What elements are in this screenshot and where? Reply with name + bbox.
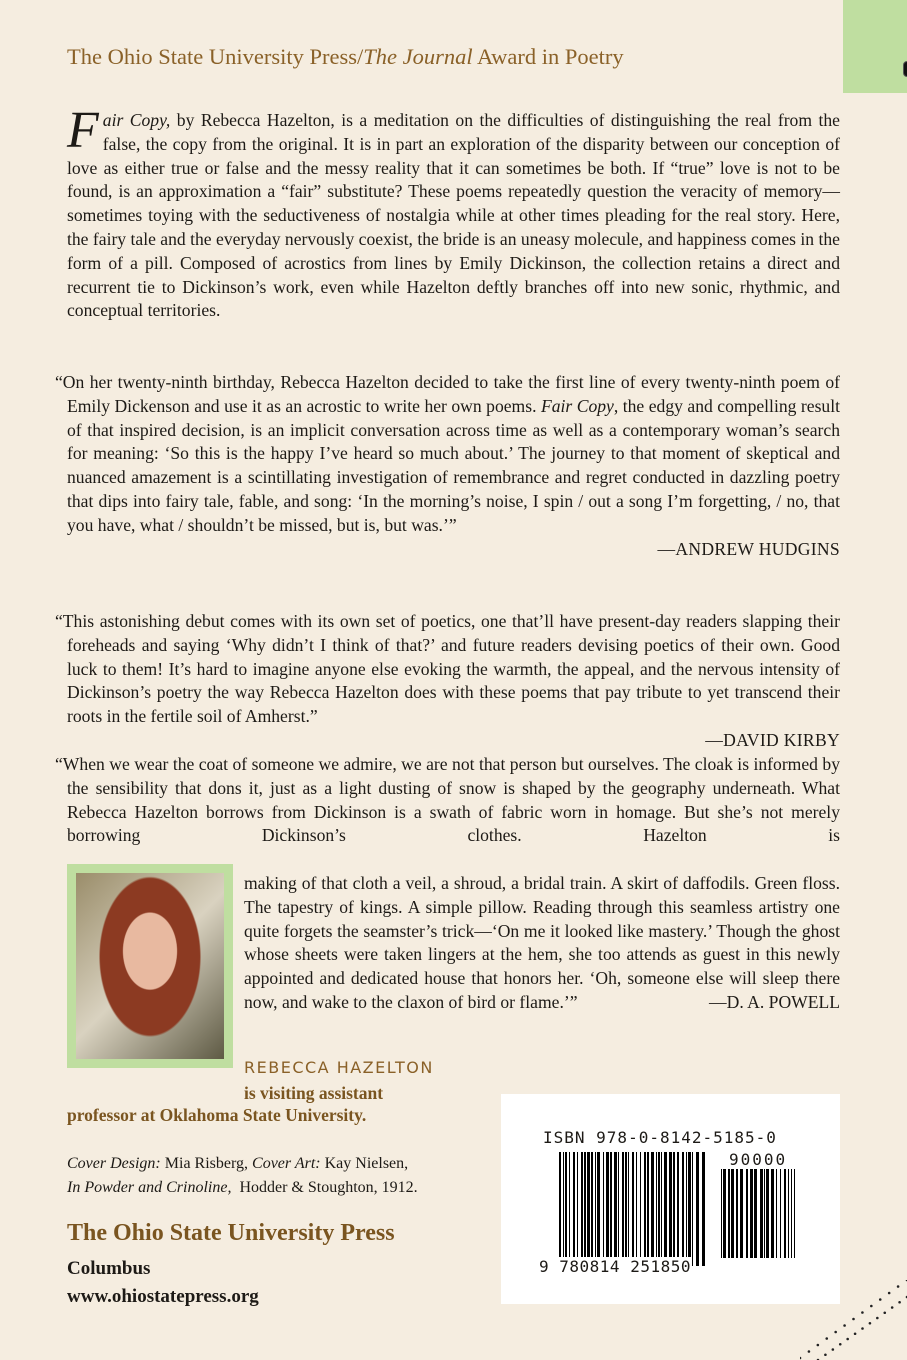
barcode-bar [784,1169,786,1258]
book-title-italic: air Copy, [102,110,171,130]
credit-value: Mia Risberg, [160,1155,253,1172]
blurb-text: “On her twenty-ninth birthday, Rebecca Hazelton decided to take the first line of every twenty-ninth poem of Emily Dickenson and use it as an acrostic to write her own poems. [55,372,840,416]
blurb-text: , the edgy and compelling result of that inspired decision, is an implicit conversation across time as well as a contemporary woman’s search for meaning: ‘So this is the happy I’ve heard so much about.’ The journey to that moment of skeptical and nuanced amazement is a scintillating investigation of remembrance and regret conducted in dazzling poetry that dips into fairy tale, fable, and song: ‘In the morning’s noise, I spin / out a song I’m forgetting, / no, that you have, what / shouldn’t be missed, but is, but was.’” [67,395,840,535]
barcode-bar [628,1152,629,1266]
decor-dot [898,1301,901,1304]
barcode-bar [577,1152,578,1266]
decor-dot [846,1338,849,1341]
decor-dot [888,1292,891,1295]
book-description [67,102,840,323]
barcode-bar [610,1152,612,1266]
barcode-bar [688,1152,691,1266]
barcode-bar [682,1152,684,1266]
barcode-bar [776,1169,777,1258]
barcode-bar [771,1169,774,1258]
price-code: 90000 [729,1150,788,1169]
dotted-decoration [800,1280,907,1360]
credit-label: Cover Art: [252,1155,321,1172]
barcode-bar [721,1169,722,1258]
credit-value: Kay Nielsen, [320,1155,409,1172]
barcode-bar [636,1152,637,1266]
barcode-bar [686,1152,687,1266]
barcode-bar [728,1169,730,1258]
barcode-bar [581,1152,583,1266]
barcode-bar [591,1152,593,1266]
barcode-bar [677,1152,679,1266]
decor-dot [870,1305,873,1308]
barcode-bar [625,1152,627,1266]
barcode-bar [622,1152,624,1266]
decor-dot [876,1317,879,1320]
decor-dot [883,1311,886,1314]
blurb-italic: Fair Copy [540,395,614,416]
barcode-bar [746,1169,748,1258]
barcode-bar [618,1152,619,1266]
barcode-bar [664,1152,667,1266]
barcode-bar [780,1169,781,1258]
author-photo [67,864,233,1068]
barcode-bar [731,1169,734,1258]
decor-dot [854,1332,857,1335]
decor-dot [800,1357,801,1360]
drop-cap: F [67,102,99,159]
decor-dot [824,1353,827,1356]
blurb-author: —D. A. POWELL [709,991,840,1012]
description-text: by Rebecca Hazelton, is a meditation on the difficulties of distinguishing the real from the false, the copy from the original. It is in part an exploration of the disparity between our conception of love as either true or false and the messy reality that it can sometimes be both. If “true” love is not to be found, is an approximation a “fair” substitute? These poems repeatedly question the veracity of memory—sometimes toying with the seductiveness of nostalgia while at other times pleading for the real story. Here, the fairy tale and the everyday nervously coexist, the bride is an uneasy molecule, and happiness comes in the form of a pill. Composed of acrostics from lines by Emily Dickinson, the collection retains a direct and recurrent tie to Dickinson’s work, even while Hazelton deftly branches off into new sonic, rhythmic, and conceptual territories. [67,110,840,321]
artwork-title: In Powder and Crinoline, [67,1179,232,1196]
blurb-hudgins [55,371,840,561]
barcode-bar [603,1152,604,1266]
blurb-author: —DAVID KIRBY [705,729,840,750]
barcode-bar [788,1169,789,1258]
decor-dot [839,1343,842,1346]
barcode-bar [764,1169,765,1258]
publisher-url[interactable]: www.ohiostatepress.org [67,1286,259,1307]
title-text-end: Award in Poetry [472,44,624,69]
decor-dot [832,1348,835,1351]
author-name: REBECCA HAZELTON [244,1058,434,1077]
decor-dot [897,1285,900,1288]
decor-dot [808,1350,811,1353]
barcode-bar [584,1152,586,1266]
decor-dot [825,1337,828,1340]
award-title [67,44,624,70]
barcode-bar [766,1169,769,1258]
barcode-bar [614,1152,617,1266]
author-portrait [76,873,224,1059]
barcode-bar [696,1152,699,1266]
decor-dot [861,1327,864,1330]
decor-dot [879,1298,882,1301]
barcode-bar [750,1169,753,1258]
barcode-bar [736,1169,738,1258]
decor-dot [843,1324,846,1327]
barcode-bar [669,1152,672,1266]
barcode-bar [573,1152,575,1266]
barcode-bar [673,1152,675,1266]
barcode-bar [632,1152,634,1266]
bookmark-logo-icon [903,61,907,77]
barcode-bar [661,1152,662,1266]
decor-dot [891,1306,894,1309]
cover-credits [67,1152,418,1200]
barcode-bar [794,1169,795,1258]
barcode-bar [754,1169,757,1258]
blurb-text: making of that cloth a veil, a shroud, a bridal train. A skirt of daffodils. Green floss. The tapestry of kings. A simple pillow. Reading through this seamless artistry one quite forgets the seamster’s trick—‘On me it looked like mastery.’ Though the ghost whose sheets were taken lingers at the hem, she too attends as guest in this newly appointed and dedicated house that honors her. ‘Oh, someone else will sleep there now, and wake to the claxon of bird or flame.’” [244,873,840,1012]
barcode-bar [692,1152,693,1266]
isbn-text: ISBN 978-0-8142-5185-0 [543,1128,777,1147]
blurb-powell-cont [244,872,840,1015]
barcode-bar [723,1169,726,1258]
publisher-city: Columbus [67,1258,151,1279]
title-italic: The Journal [363,44,473,69]
author-bio-line: professor at Oklahoma State University. [67,1105,367,1125]
artwork-source: Hodder & Stoughton, 1912. [231,1179,418,1196]
barcode-bar [644,1152,646,1266]
author-bio-line: is visiting assistant [244,1083,384,1103]
barcode-bar [651,1152,654,1266]
corner-tab [843,0,907,93]
barcode-bar [606,1152,609,1266]
credit-label: Cover Design: [67,1155,161,1172]
decor-dot [861,1311,864,1314]
barcode-bar [569,1152,570,1266]
decor-dot [869,1322,872,1325]
barcode-bar [656,1152,657,1266]
barcode-bar [760,1169,763,1258]
barcode-bar [563,1152,564,1266]
barcode-bar [587,1152,590,1266]
blurb-powell [55,753,840,848]
barcode-bar [559,1152,561,1266]
blurb-kirby [55,610,840,753]
isbn-barcode [501,1094,840,1304]
barcode-bar [791,1169,792,1258]
blurb-text: “This astonishing debut comes with its own set of poetics, one that’ll have present-day readers slapping their foreheads and saying ‘Why didn’t I think of that?’ and future readers devising poetics of their own. Good luck to them! It’s hard to imagine anyone else evoking the warmth, the appeal, and the nervous intensity of Dickinson’s poetry the way Rebecca Hazelton does with these poems that pay tribute to yet transcend their roots in the fertile soil of Amherst.” [55,611,840,727]
blurb-author: —ANDREW HUDGINS [657,538,840,559]
decor-dot [834,1331,837,1334]
barcode-bar [647,1152,649,1266]
publisher-name: The Ohio State University Press [67,1220,395,1246]
barcode-bar [702,1152,705,1266]
barcode-bar [565,1152,567,1266]
barcode-digits: 9 780814 251850 [539,1257,691,1276]
decor-dot [852,1318,855,1321]
barcode-bar [595,1152,596,1266]
barcode-bar [640,1152,641,1266]
barcode-bar [740,1169,743,1258]
title-text: The Ohio State University Press/ [67,44,364,69]
decor-dot [817,1344,820,1347]
blurb-text: “When we wear the coat of someone we admire, we are not that person but ourselves. The cloak is informed by the sensibility that dons it, just as a light dusting of snow is shaped by the geography underneath. What Rebecca Hazelton borrows from Dickinson is a swath of fabric worn in homage. But she’s not merely borrowing Dickinson’s clothes. Hazelton is [55,754,840,846]
barcode-bar [597,1152,600,1266]
barcode-bar [658,1152,660,1266]
